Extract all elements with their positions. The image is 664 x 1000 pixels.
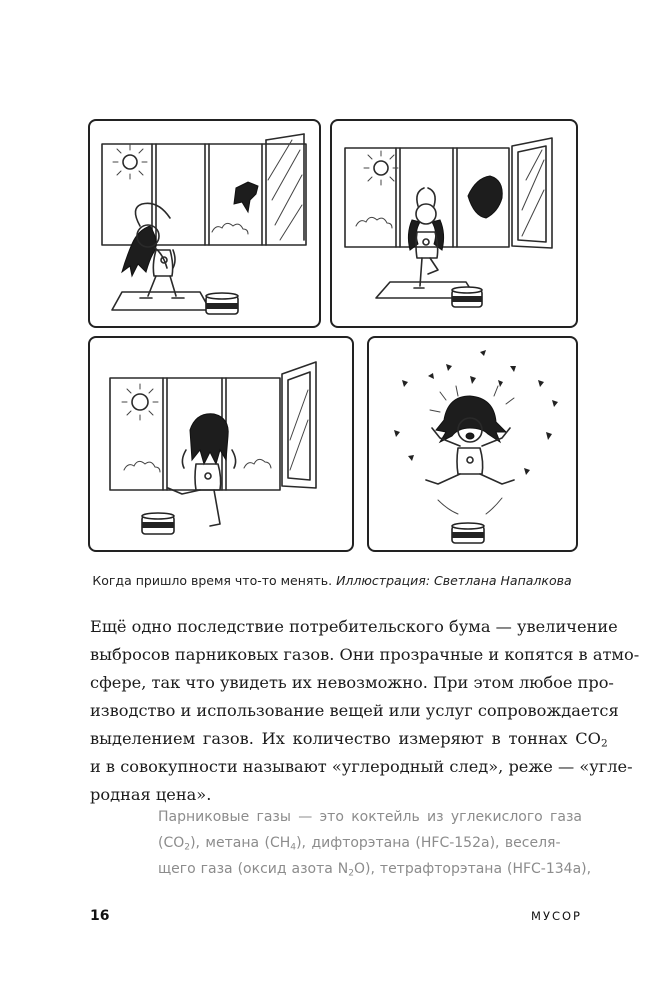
note-fragment: O), тетрафторэтана (HFC-134a),: [354, 861, 592, 877]
note-fragment: щего газа (оксид азота N: [158, 861, 349, 877]
note-fragment: (CO: [158, 835, 185, 851]
note-line: [158, 830, 582, 856]
paragraph-line: изводство и использование вещей или услуг сопровождается: [90, 701, 619, 720]
note-line: [158, 856, 592, 882]
subscript: 2: [184, 842, 191, 853]
side-note: [158, 804, 592, 882]
paragraph-line: выбросов парниковых газов. Они прозрачные и копятся в атмо-: [90, 645, 640, 664]
drum-drawing: [206, 293, 238, 314]
paragraph-line-co2: [90, 725, 608, 753]
paragraph-line-text: выделением газов. Их количество измеряют в тоннах CO: [90, 729, 601, 748]
subscript: 4: [290, 842, 297, 853]
note-line: Парниковые газы — это коктейль из углекислого газа: [158, 809, 582, 825]
page-number: 16: [90, 908, 110, 924]
caption-credit: Иллюстрация: Светлана Напалкова: [336, 573, 572, 588]
drum-drawing: [452, 287, 482, 307]
subscript: 2: [348, 868, 355, 879]
drum-drawing: [142, 513, 174, 534]
comic-panel-4: [368, 337, 577, 551]
note-fragment: ), дифторэтана (HFC-152a), веселя-: [296, 835, 561, 851]
paragraph-line: сфере, так что увидеть их невозможно. При этом любое про-: [90, 673, 614, 692]
drum-drawing: [452, 523, 484, 543]
comic-panel-3: [89, 337, 353, 551]
co2-subscript: 2: [600, 737, 608, 750]
paragraph-line: Ещё одно последствие потребительского бума — увеличение: [90, 617, 618, 636]
paragraph-line: родная цена».: [90, 785, 212, 804]
running-section-title: МУСОР: [531, 909, 582, 923]
note-fragment: ), метана (CH: [190, 835, 291, 851]
paragraph-line: и в совокупности называют «углеродный след», реже — «угле-: [90, 757, 633, 776]
comic-panel-1: [89, 120, 320, 327]
body-paragraph: [90, 613, 640, 809]
comic-panel-2: [331, 120, 577, 327]
figure-caption: [0, 573, 664, 588]
caption-text: Когда пришло время что-то менять.: [92, 573, 333, 588]
